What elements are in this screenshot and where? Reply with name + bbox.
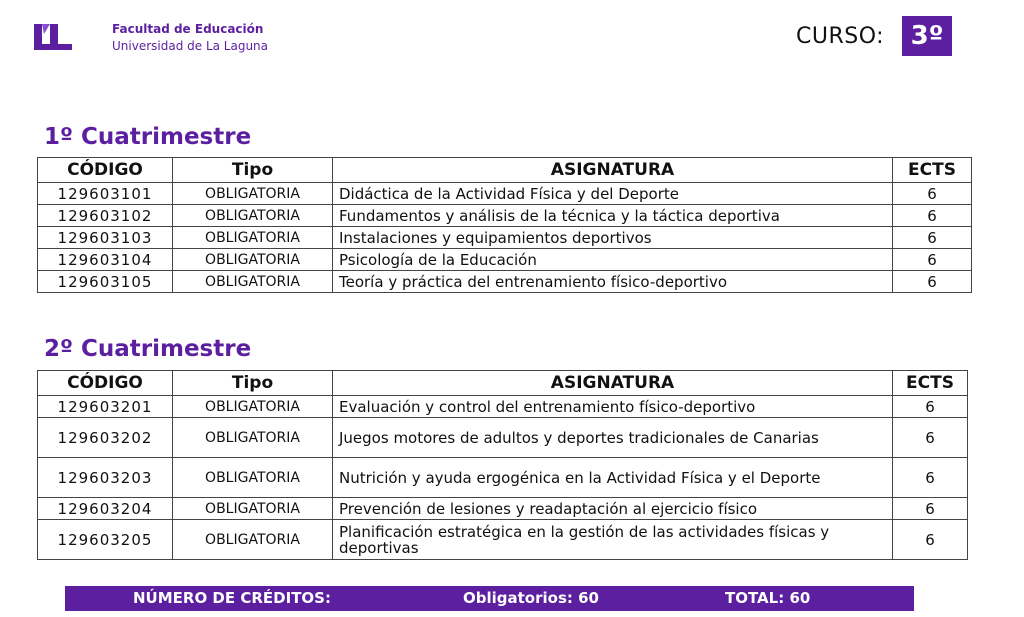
- subject-ects: 6: [893, 458, 968, 498]
- column-header-code: CÓDIGO: [38, 371, 173, 396]
- subject-code: 129603104: [38, 249, 173, 271]
- subject-ects: 6: [893, 520, 968, 560]
- ull-logo-icon: [32, 20, 74, 52]
- column-header-asignatura: ASIGNATURA: [333, 158, 893, 183]
- subject-name: Psicología de la Educación: [333, 249, 893, 271]
- column-header-ects: ECTS: [893, 158, 972, 183]
- subject-ects: 6: [893, 205, 972, 227]
- subject-type: OBLIGATORIA: [173, 271, 333, 293]
- subject-code: 129603205: [38, 520, 173, 560]
- subject-type: OBLIGATORIA: [173, 205, 333, 227]
- subject-name: Juegos motores de adultos y deportes tradicionales de Canarias: [333, 418, 893, 458]
- column-header-tipo: Tipo: [173, 158, 333, 183]
- column-header-asignatura: ASIGNATURA: [333, 371, 893, 396]
- subject-ects: 6: [893, 498, 968, 520]
- semester2-title: 2º Cuatrimestre: [44, 336, 252, 362]
- subject-code: 129603105: [38, 271, 173, 293]
- subject-type: OBLIGATORIA: [173, 227, 333, 249]
- subject-type: OBLIGATORIA: [173, 458, 333, 498]
- table-row: [38, 227, 972, 249]
- page-header: [30, 18, 990, 68]
- subject-code: 129603204: [38, 498, 173, 520]
- table-row: [38, 183, 972, 205]
- subject-ects: 6: [893, 271, 972, 293]
- subject-code: 129603202: [38, 418, 173, 458]
- table-row: [38, 458, 968, 498]
- subject-type: OBLIGATORIA: [173, 418, 333, 458]
- course-badge: 3º: [902, 16, 952, 56]
- subject-ects: 6: [893, 396, 968, 418]
- table-row: [38, 249, 972, 271]
- subject-ects: 6: [893, 249, 972, 271]
- subject-code: 129603101: [38, 183, 173, 205]
- subject-code: 129603102: [38, 205, 173, 227]
- subject-code: 129603203: [38, 458, 173, 498]
- subject-ects: 6: [893, 418, 968, 458]
- subject-name: Evaluación y control del entrenamiento físico-deportivo: [333, 396, 893, 418]
- subject-name: Nutrición y ayuda ergogénica en la Actividad Física y el Deporte: [333, 458, 893, 498]
- subject-name: Didáctica de la Actividad Física y del Deporte: [333, 183, 893, 205]
- subject-type: OBLIGATORIA: [173, 498, 333, 520]
- semester1-title: 1º Cuatrimestre: [44, 124, 252, 150]
- course-label: CURSO:: [796, 24, 885, 49]
- subject-type: OBLIGATORIA: [173, 520, 333, 560]
- column-header-code: CÓDIGO: [38, 158, 173, 183]
- table-row: [38, 520, 968, 560]
- semester1-table: [37, 157, 972, 293]
- subject-code: 129603201: [38, 396, 173, 418]
- subject-name: Planificación estratégica en la gestión de las actividades físicas y deportivas: [333, 520, 893, 560]
- faculty-name: Facultad de Educación: [112, 22, 264, 36]
- table-row: [38, 271, 972, 293]
- credits-label: NÚMERO DE CRÉDITOS:: [133, 589, 331, 607]
- credits-obligatorios: Obligatorios: 60: [463, 589, 599, 607]
- subject-type: OBLIGATORIA: [173, 249, 333, 271]
- subject-name: Instalaciones y equipamientos deportivos: [333, 227, 893, 249]
- column-header-ects: ECTS: [893, 371, 968, 396]
- subject-code: 129603103: [38, 227, 173, 249]
- table-row: [38, 498, 968, 520]
- table-row: [38, 396, 968, 418]
- column-header-tipo: Tipo: [173, 371, 333, 396]
- subject-type: OBLIGATORIA: [173, 396, 333, 418]
- subject-ects: 6: [893, 183, 972, 205]
- subject-name: Prevención de lesiones y readaptación al ejercicio físico: [333, 498, 893, 520]
- credits-total: TOTAL: 60: [725, 589, 811, 607]
- subject-ects: 6: [893, 227, 972, 249]
- semester2-table: [37, 370, 968, 560]
- subject-name: Teoría y práctica del entrenamiento físico-deportivo: [333, 271, 893, 293]
- subject-name: Fundamentos y análisis de la técnica y la táctica deportiva: [333, 205, 893, 227]
- table-row: [38, 418, 968, 458]
- table-row: [38, 205, 972, 227]
- university-name: Universidad de La Laguna: [112, 39, 269, 53]
- subject-type: OBLIGATORIA: [173, 183, 333, 205]
- credits-bar: [65, 586, 914, 611]
